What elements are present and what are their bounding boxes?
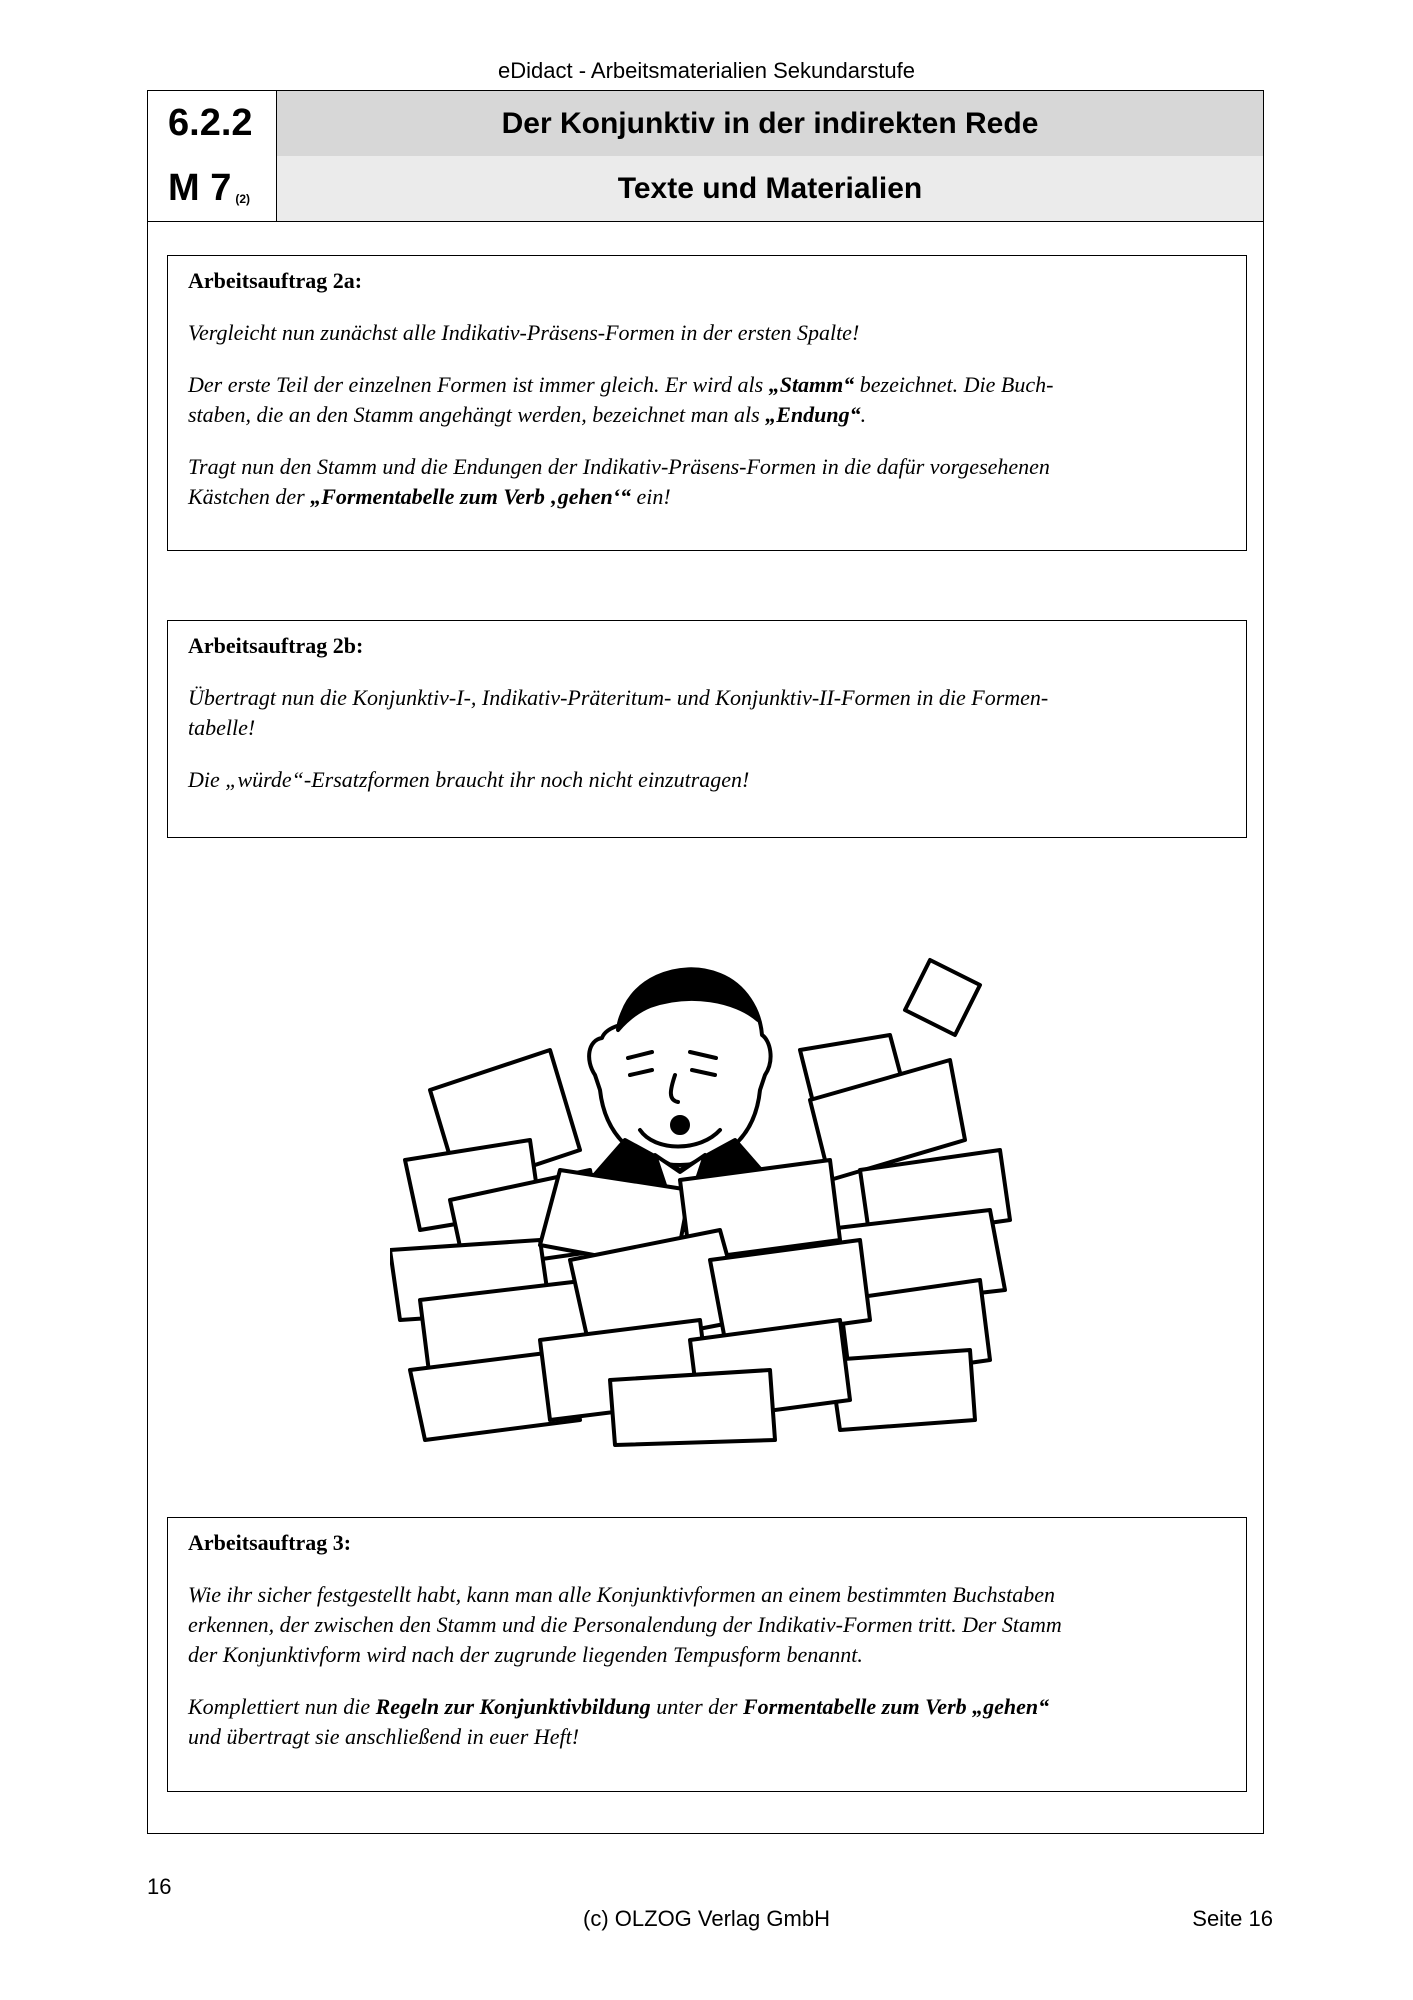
term-endung: „Endung“: [765, 402, 861, 427]
task-box-3: [167, 1517, 1247, 1792]
text-fragment: und übertragt sie anschließend in euer Heft!: [188, 1724, 580, 1749]
task-2a-paragraph-1: Vergleicht nun zunächst alle Indikativ-Präsens-Formen in der ersten Spalte!: [188, 320, 860, 345]
task-box-2b: [167, 620, 1247, 838]
top-header: eDidact - Arbeitsmaterialien Sekundarstufe: [498, 58, 915, 83]
section-code: 6.2.2: [148, 91, 277, 156]
text-fragment: Kästchen der: [188, 484, 311, 509]
task-3-paragraph-2: [188, 1692, 1226, 1752]
term-regeln: Regeln zur Konjunktivbildung: [375, 1694, 651, 1719]
header-row-subtitle: [148, 156, 1263, 222]
page-number-right: Seite 16: [1192, 1906, 1273, 1931]
text-fragment: tabelle!: [188, 715, 256, 740]
text-fragment: bezeichnet. Die Buch-: [854, 372, 1054, 397]
term-formentabelle-gehen: Formentabelle zum Verb „gehen“: [742, 1694, 1050, 1719]
material-code: [148, 156, 277, 221]
text-fragment: Tragt nun den Stamm und die Endungen der Indikativ-Präsens-Formen in die dafür vorgesehenen: [188, 454, 1050, 479]
paper-pile-illustration: [390, 940, 1030, 1450]
text-fragment: Wie ihr sicher festgestellt habt, kann man alle Konjunktivformen an einem bestimmten Buchstaben: [188, 1582, 1056, 1607]
text-fragment: staben, die an den Stamm angehängt werden, bezeichnet man als: [188, 402, 766, 427]
task-2a-title: Arbeitsauftrag 2a:: [188, 268, 363, 293]
text-fragment: unter der: [650, 1694, 743, 1719]
term-formentabelle: „Formentabelle zum Verb ‚gehen‘“: [310, 484, 632, 509]
text-fragment: Komplettiert nun die: [188, 1694, 376, 1719]
task-3-paragraph-1: [188, 1580, 1226, 1670]
text-fragment: erkennen, der zwischen den Stamm und die Personalendung der Indikativ-Formen tritt. Der Stamm: [188, 1612, 1062, 1637]
task-box-2a: [167, 255, 1247, 551]
task-2b-title: Arbeitsauftrag 2b:: [188, 633, 364, 658]
task-2b-paragraph-1: [188, 683, 1226, 743]
worksheet-subtitle: Texte und Materialien: [277, 156, 1263, 221]
text-fragment: Der erste Teil der einzelnen Formen ist immer gleich. Er wird als: [188, 372, 769, 397]
task-2a-paragraph-2: [188, 370, 1226, 430]
task-3-title: Arbeitsauftrag 3:: [188, 1530, 352, 1555]
material-sub: (2): [235, 191, 251, 206]
task-2b-paragraph-2: Die „würde“-Ersatzformen braucht ihr noch nicht einzutragen!: [188, 767, 750, 792]
page-number-left: 16: [147, 1874, 172, 1899]
text-fragment: Übertragt nun die Konjunktiv-I-, Indikativ-Präteritum- und Konjunktiv-II-Formen in die Formen-: [188, 685, 1049, 710]
text-fragment: ein!: [631, 484, 671, 509]
text-fragment: der Konjunktivform wird nach der zugrunde liegenden Tempusform benannt.: [188, 1642, 863, 1667]
worksheet-title: Der Konjunktiv in der indirekten Rede: [277, 91, 1263, 156]
header-row-title: [148, 91, 1263, 157]
term-stamm: „Stamm“: [768, 372, 855, 397]
publisher-footer: (c) OLZOG Verlag GmbH: [583, 1906, 830, 1931]
task-2a-paragraph-3: [188, 452, 1226, 512]
text-fragment: .: [860, 402, 867, 427]
material-label: M 7: [168, 167, 232, 209]
